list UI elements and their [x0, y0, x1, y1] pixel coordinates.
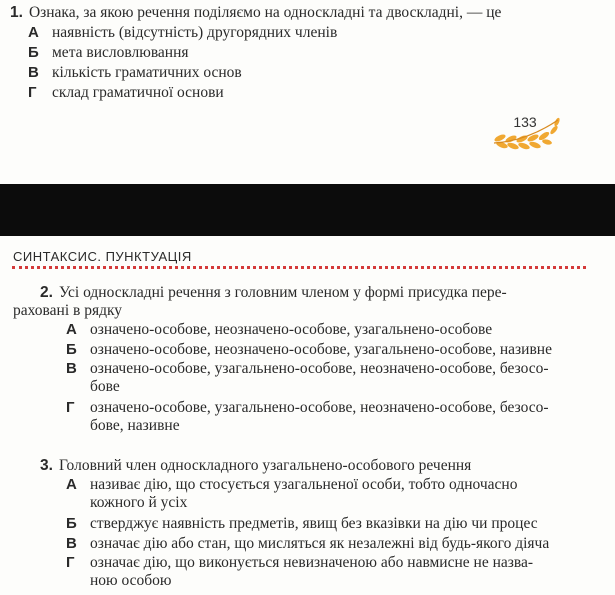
question-1 [10, 4, 501, 22]
question-1-number: 1. [10, 4, 23, 21]
question-2-line-2: раховані в рядку [13, 302, 123, 319]
option-letter: В [66, 360, 77, 377]
question-3-number: 3. [40, 457, 53, 474]
question-3-text: Головний член односкладного узагальнено-особового речення [58, 457, 472, 474]
option-letter: А [28, 24, 39, 41]
question-2 [40, 284, 507, 302]
section-header: СИНТАКСИС. ПУНКТУАЦІЯ [13, 249, 192, 264]
option-text-line-1: означено-особове, узагальнено-особове, неозначено-особове, безосо- [90, 399, 549, 416]
option-letter: В [66, 535, 77, 552]
option-text: означає дію або стан, що мисляться як незалежні від будь-якого діяча [90, 535, 550, 552]
option-letter: А [66, 321, 77, 338]
option-text-line-1: називає дію, що стосується узагальненої особи, тобто одночасно [90, 476, 518, 493]
option-text: склад граматичної основи [52, 84, 224, 101]
option-text: кількість граматичних основ [52, 64, 242, 81]
option-letter: Г [66, 554, 75, 571]
page-number: 133 [513, 114, 537, 130]
option-letter: Б [28, 44, 39, 61]
option-letter: Г [66, 399, 75, 416]
option-letter: Г [28, 84, 37, 101]
page-gap-divider [0, 184, 615, 236]
option-text-line-2: ною особою [90, 572, 172, 589]
option-text-line-2: бове, називне [90, 417, 180, 434]
option-text-line-1: означено-особове, узагальнено-особове, неозначено-особове, безосо- [90, 360, 549, 377]
option-text: означено-особове, неозначено-особове, узагальнено-особове [90, 321, 493, 338]
option-text-line-2: бове [90, 378, 120, 395]
question-2-line-1: Усі односкладні речення з головним членом у формі присудка пере- [58, 284, 507, 301]
question-3 [40, 457, 471, 475]
question-2-number: 2. [40, 284, 53, 301]
option-text: мета висловлювання [52, 44, 189, 61]
option-letter: Б [66, 341, 77, 358]
option-letter: А [66, 476, 77, 493]
section-header-rule [12, 266, 586, 269]
option-text-line-1: означає дію, що виконується невизначеною або навмисне не назва- [90, 554, 534, 571]
option-text: стверджує наявність предметів, явищ без вказівки на дію чи процес [90, 515, 538, 532]
option-text: наявність (відсутність) другорядних членів [52, 24, 338, 41]
question-1-text: Ознака, за якою речення поділяємо на односкладні та двоскладні, — це [28, 4, 502, 21]
option-letter: В [28, 64, 39, 81]
option-text: означено-особове, неозначено-особове, узагальнено-особове, називне [90, 341, 552, 358]
option-letter: Б [66, 515, 77, 532]
page-number-badge [492, 112, 564, 152]
option-text-line-2: кожного й усіх [90, 494, 188, 511]
top-page-fragment [0, 0, 615, 184]
